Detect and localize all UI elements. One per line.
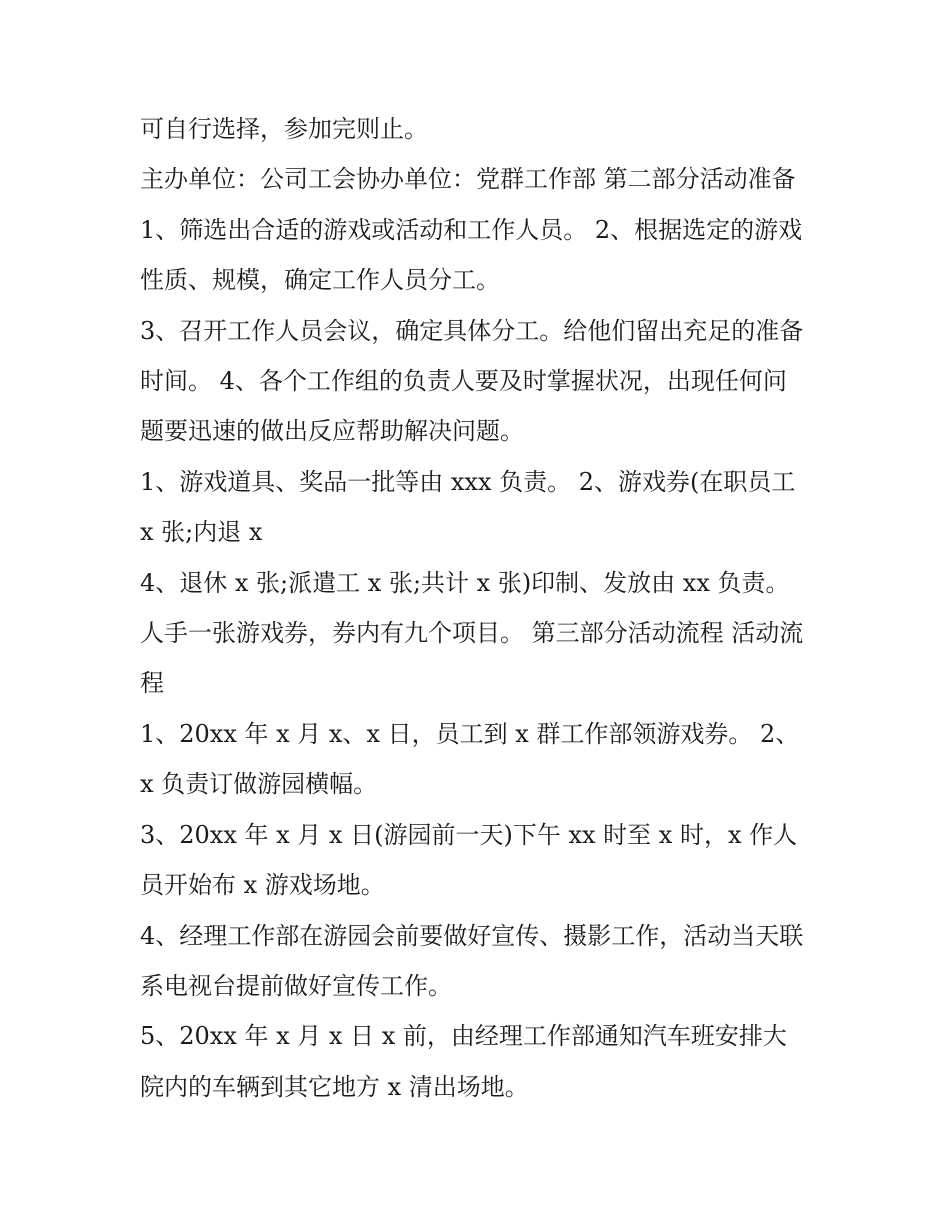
paragraph-9: 5、20xx 年 x 月 x 日 x 前，由经理工作部通知汽车班安排大院内的车辆到其它地方 x 清出场地。 bbox=[140, 1022, 787, 1101]
paragraph-6: 1、20xx 年 x 月 x、x 日，员工到 x 群工作部领游戏券。 2、x 负责订做游园横幅。 bbox=[140, 719, 800, 799]
paragraph-3: 3、召开工作人员会议，确定具体分工。给他们留出充足的准备时间。 4、各个工作组的负责人要及时掌握状况，出现任何问题要迅速的做出反应帮助解决问题。 bbox=[140, 316, 804, 446]
paragraph-2: 主办单位：公司工会协办单位：党群工作部 第二部分活动准备 1、筛选出合适的游戏或活动和工作人员。 2、根据选定的游戏性质、规模，确定工作人员分工。 bbox=[140, 165, 803, 295]
paragraph-7: 3、20xx 年 x 月 x 日(游园前一天)下午 xx 时至 x 时，x 作人员开始布 x 游戏场地。 bbox=[140, 820, 798, 900]
paragraph-1: 可自行选择，参加完则止。 bbox=[140, 115, 428, 143]
paragraph-5: 4、退休 x 张;派遣工 x 张;共计 x 张)印制、发放由 xx 负责。人手一张游戏券，券内有九个项目。 第三部分活动流程 活动流程 bbox=[140, 568, 804, 698]
document-body bbox=[140, 104, 808, 1112]
paragraph-8: 4、经理工作部在游园会前要做好宣传、摄影工作，活动当天联系电视台提前做好宣传工作。 bbox=[140, 921, 804, 1000]
paragraph-4: 1、游戏道具、奖品一批等由 xxx 负责。 2、游戏券(在职员工 x 张;内退 x bbox=[140, 467, 796, 547]
